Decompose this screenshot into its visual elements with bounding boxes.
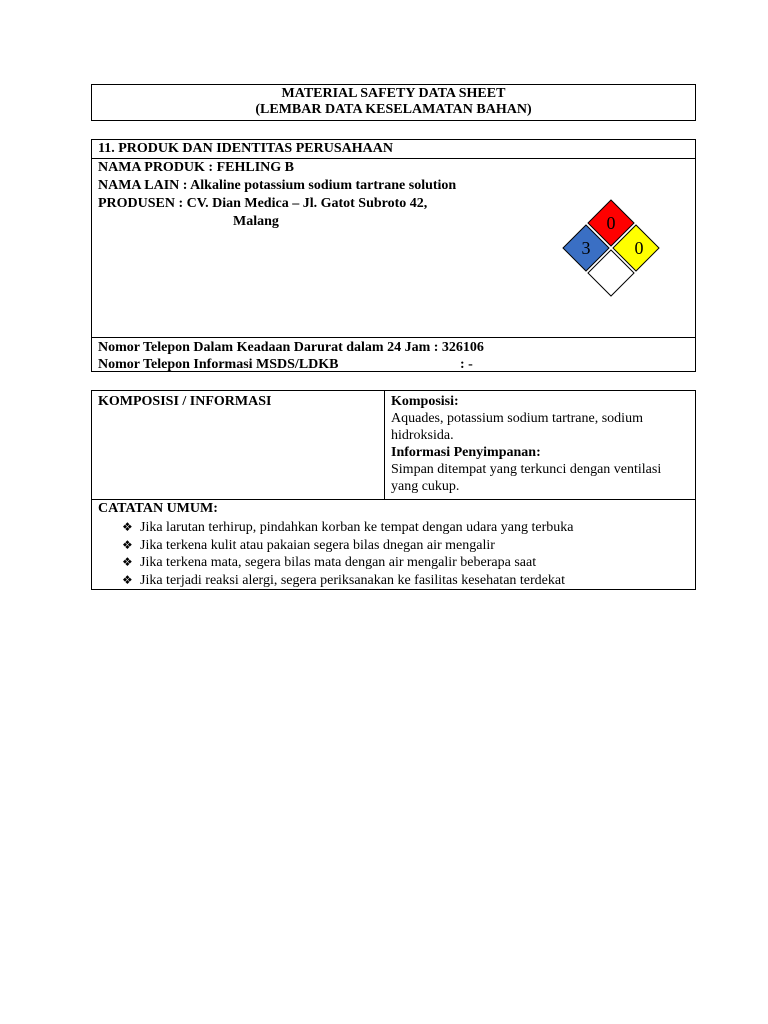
info-phone-label: Nomor Telepon Informasi MSDS/LDKB bbox=[98, 357, 339, 372]
emergency-phone: Nomor Telepon Dalam Keadaan Darurat dalam 24 Jam : 326106 bbox=[98, 340, 484, 355]
bullet-icon: ❖ bbox=[122, 555, 133, 569]
list-item bbox=[122, 572, 573, 590]
list-item bbox=[122, 519, 573, 537]
nfpa-reactivity-value: 0 bbox=[634, 238, 644, 258]
note-text: Jika terkena kulit atau pakaian segera bilas dnegan air mengalir bbox=[140, 537, 495, 553]
catatan-list bbox=[122, 519, 573, 589]
nfpa-hazard-diamond bbox=[559, 196, 663, 300]
komposisi-label: Komposisi: bbox=[391, 394, 459, 409]
nama-produk-field: NAMA PRODUK : FEHLING B bbox=[98, 160, 294, 175]
komposisi-vertical-divider bbox=[384, 391, 385, 499]
phone-divider bbox=[92, 337, 695, 338]
komposisi-text-line1: Aquades, potassium sodium tartrane, sodium bbox=[391, 411, 643, 426]
document-subtitle: (LEMBAR DATA KESELAMATAN BAHAN) bbox=[255, 102, 532, 117]
penyimpanan-text-line1: Simpan ditempat yang terkunci dengan ventilasi bbox=[391, 462, 662, 477]
komposisi-left-heading: KOMPOSISI / INFORMASI bbox=[98, 394, 272, 409]
produsen-city: Malang bbox=[233, 214, 279, 229]
list-item bbox=[122, 537, 573, 555]
produk-section-heading: 11. PRODUK DAN IDENTITAS PERUSAHAAN bbox=[92, 140, 695, 159]
komposisi-text-line2: hidroksida. bbox=[391, 428, 454, 443]
note-text: Jika terkena mata, segera bilas mata dengan air mengalir beberapa saat bbox=[140, 555, 537, 570]
penyimpanan-label: Informasi Penyimpanan: bbox=[391, 445, 541, 460]
list-item bbox=[122, 554, 573, 572]
document-title-box bbox=[91, 84, 696, 121]
nfpa-flammability-value: 0 bbox=[606, 213, 616, 233]
catatan-heading: CATATAN UMUM: bbox=[98, 501, 218, 516]
produsen-field: PRODUSEN : CV. Dian Medica – Jl. Gatot Subroto 42, bbox=[98, 196, 428, 211]
nama-lain-field: NAMA LAIN : Alkaline potassium sodium tartrane solution bbox=[98, 178, 457, 193]
bullet-icon: ❖ bbox=[122, 520, 133, 534]
bullet-icon: ❖ bbox=[122, 537, 133, 552]
note-text: Jika terjadi reaksi alergi, segera periksanakan ke fasilitas kesehatan terdekat bbox=[140, 572, 565, 588]
document-title: MATERIAL SAFETY DATA SHEET bbox=[281, 86, 506, 101]
komposisi-details bbox=[391, 393, 691, 495]
nfpa-health-value: 3 bbox=[581, 238, 591, 258]
info-phone-value: : - bbox=[460, 357, 473, 372]
note-text: Jika larutan terhirup, pindahkan korban ke tempat dengan udara yang terbuka bbox=[140, 520, 574, 535]
komposisi-section bbox=[91, 390, 696, 590]
penyimpanan-text-line2: yang cukup. bbox=[391, 479, 460, 494]
bullet-icon: ❖ bbox=[122, 572, 133, 587]
